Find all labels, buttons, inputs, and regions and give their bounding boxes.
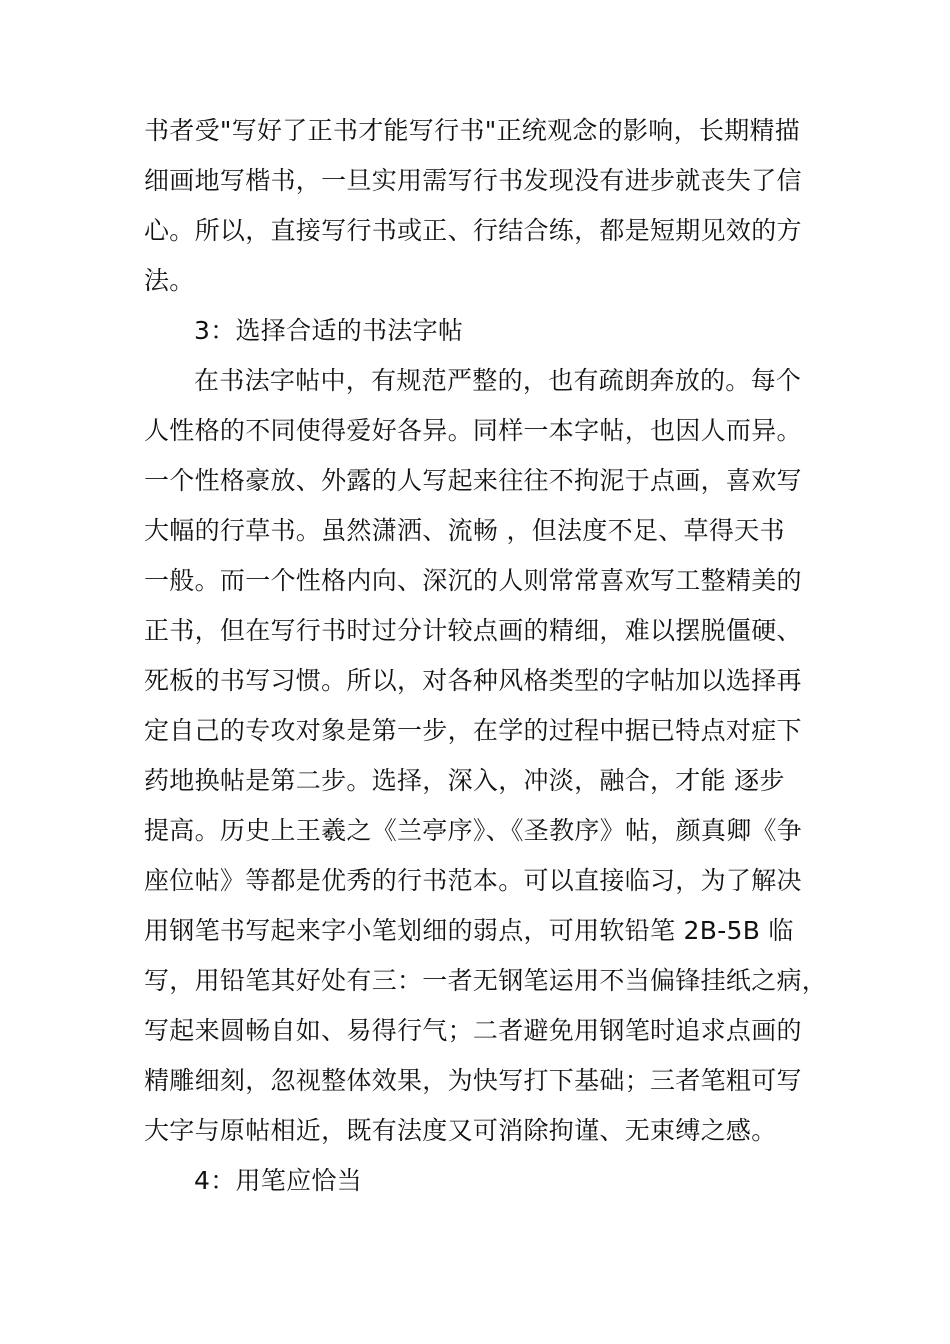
section-heading: 3：选择合适的书法字帖 [194, 316, 464, 345]
body-line: 心。所以，直接写行书或正、行结合练，都是短期见效的方 [144, 216, 802, 245]
body-line: 法。 [144, 266, 195, 295]
section-heading: 4：用笔应恰当 [194, 1166, 363, 1195]
body-line: 一个性格豪放、外露的人写起来往往不拘泥于点画，喜欢写 [144, 466, 802, 495]
body-line: 一般。而一个性格内向、深沉的人则常常喜欢写工整精美的 [144, 566, 802, 595]
body-line: 提高。历史上王羲之《兰亭序》、《圣教序》帖，颜真卿《争 [144, 816, 803, 845]
body-line: 死板的书写习惯。所以，对各种风格类型的字帖加以选择再 [144, 666, 802, 695]
body-line: 写，用铅笔其好处有三：一者无钢笔运用不当偏锋挂纸之病， [144, 966, 828, 995]
body-line: 精雕细刻，忽视整体效果，为快写打下基础；三者笔粗可写 [144, 1066, 802, 1095]
body-line: 细画地写楷书，一旦实用需写行书发现没有进步就丧失了信 [144, 166, 802, 195]
body-line: 用钢笔书写起来字小笔划细的弱点，可用软铅笔 2B-5B 临 [144, 916, 794, 945]
body-line: 座位帖》等都是优秀的行书范本。可以直接临习，为了解决 [144, 866, 802, 895]
body-line: 书者受"写好了正书才能写行书"正统观念的影响，长期精描 [144, 116, 801, 145]
body-line: 正书，但在写行书时过分计较点画的精细，难以摆脱僵硬、 [144, 616, 802, 645]
body-line: 人性格的不同使得爱好各异。同样一本字帖，也因人而异。 [144, 416, 802, 445]
paragraph-first-line: 在书法字帖中，有规范严整的，也有疏朗奔放的。每个 [194, 366, 802, 395]
body-line: 定自己的专攻对象是第一步，在学的过程中据已特点对症下 [144, 716, 802, 745]
body-line: 大字与原帖相近，既有法度又可消除拘谨、无束缚之感。 [144, 1116, 777, 1145]
body-line: 药地换帖是第二步。选择，深入，冲淡，融合，才能 逐步 [144, 766, 785, 795]
body-line: 写起来圆畅自如、易得行气；二者避免用钢笔时追求点画的 [144, 1016, 802, 1045]
body-line: 大幅的行草书。虽然潇洒、流畅 ，但法度不足、草得天书 [144, 516, 785, 545]
